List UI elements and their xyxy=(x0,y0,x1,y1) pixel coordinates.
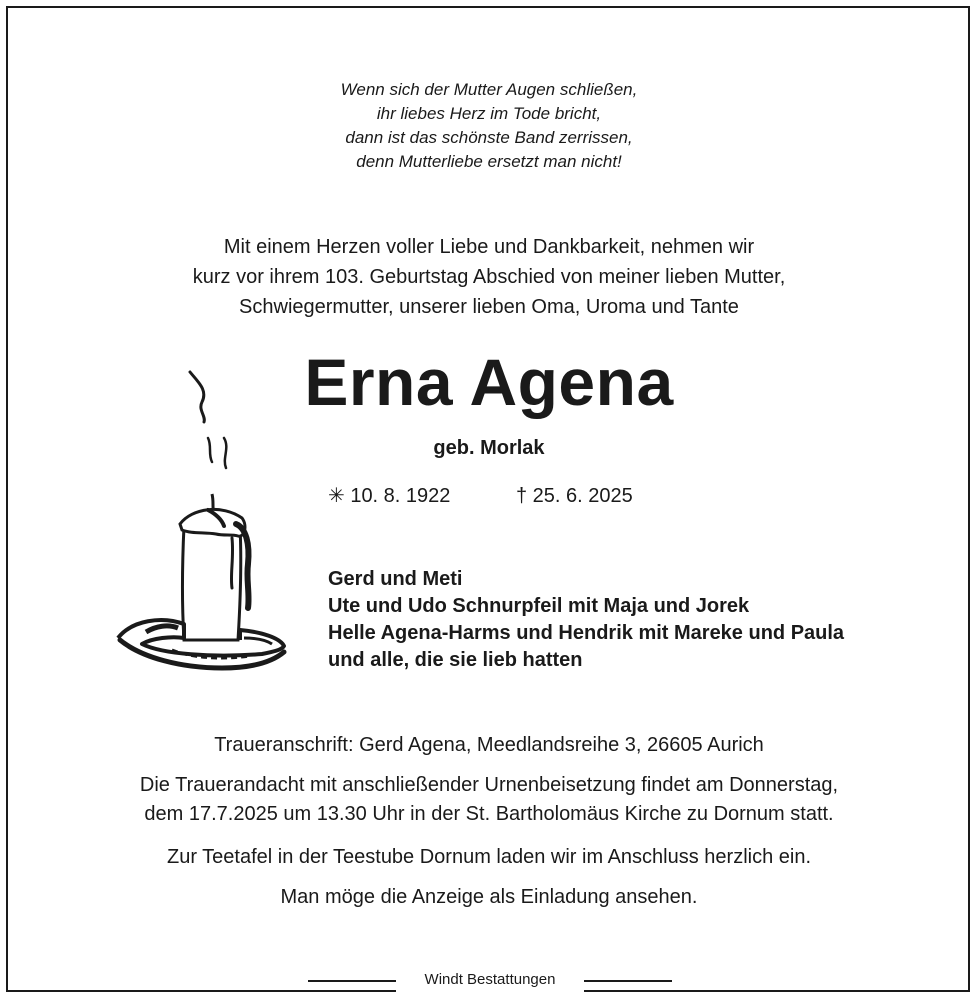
poem xyxy=(0,78,978,174)
family-line: und alle, die sie lieb hatten xyxy=(328,649,583,671)
funeral-home-label: Windt Bestattungen xyxy=(396,968,584,992)
candle-icon xyxy=(112,368,292,678)
invitation-note: Man möge die Anzeige als Einladung ansehen. xyxy=(280,886,698,908)
intro-line: Mit einem Herzen voller Liebe und Dankbarkeit, nehmen wir xyxy=(223,236,755,258)
family-line: Gerd und Meti xyxy=(328,568,463,590)
family-list xyxy=(328,566,844,674)
deceased-name: Erna Agena xyxy=(304,345,674,419)
death-date: † 25. 6. 2025 xyxy=(516,485,633,507)
poem-line: denn Mutterliebe ersetzt man nicht! xyxy=(356,152,622,171)
poem-line: ihr liebes Herz im Tode bricht, xyxy=(376,104,602,123)
mourning-address: Traueranschrift: Gerd Agena, Meedlandsreihe 3, 26605 Aurich xyxy=(214,734,764,756)
poem-line: Wenn sich der Mutter Augen schließen, xyxy=(340,80,638,99)
born-name: geb. Morlak xyxy=(433,437,545,459)
intro-text xyxy=(0,232,978,322)
family-line: Helle Agena-Harms und Hendrik mit Mareke und Paula xyxy=(328,622,845,644)
poem-line: dann ist das schönste Band zerrissen, xyxy=(345,128,633,147)
service-line: dem 17.7.2025 um 13.30 Uhr in der St. Bartholomäus Kirche zu Dornum statt. xyxy=(144,803,834,825)
intro-line: Schwiegermutter, unserer lieben Oma, Uroma und Tante xyxy=(239,296,739,318)
footer xyxy=(0,968,978,992)
footer-rule-left xyxy=(308,980,396,982)
birth-date: ✳ 10. 8. 1922 xyxy=(328,485,451,507)
footer-rule-right xyxy=(584,980,672,982)
intro-line: kurz vor ihrem 103. Geburtstag Abschied von meiner lieben Mutter, xyxy=(192,266,786,288)
service-info xyxy=(0,771,978,829)
service-line: Die Trauerandacht mit anschließender Urnenbeisetzung findet am Donnerstag, xyxy=(139,774,839,796)
family-line: Ute und Udo Schnurpfeil mit Maja und Jorek xyxy=(328,595,750,617)
tea-invitation: Zur Teetafel in der Teestube Dornum laden wir im Anschluss herzlich ein. xyxy=(166,846,812,868)
